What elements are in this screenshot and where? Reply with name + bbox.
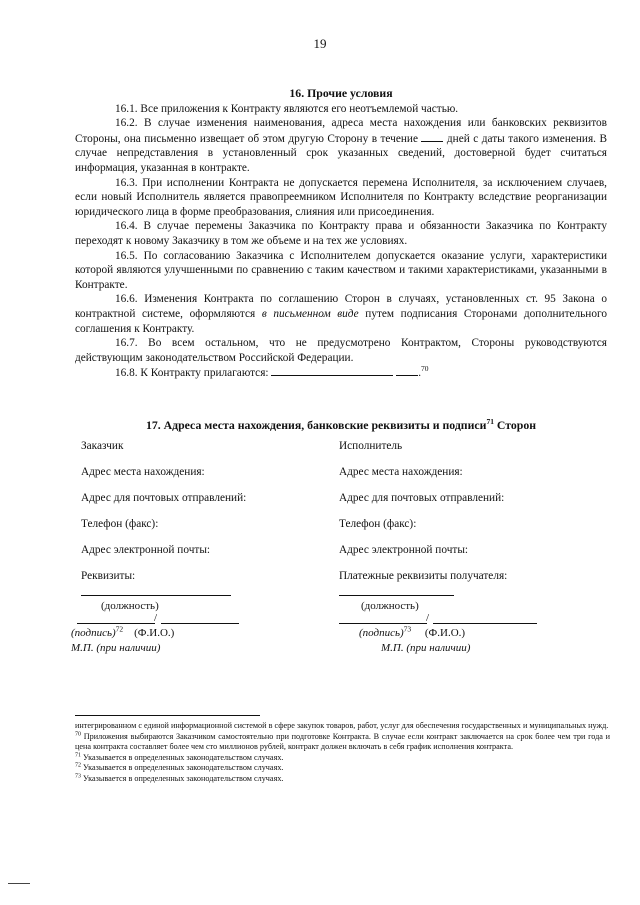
customer-address: Адрес места нахождения:	[81, 465, 205, 478]
customer-slash: /	[154, 611, 158, 624]
contractor-position-line	[339, 595, 454, 596]
customer-signature-caption: (подпись)$^{72}$ (Ф.И.О.)	[71, 623, 175, 639]
customer-fio-line	[161, 623, 239, 624]
clause-16-8: 16.8. К Контракту прилагаются: .$^{70}$	[115, 364, 429, 380]
customer-position-line	[81, 595, 231, 596]
footnote-continuation: интегрированном с единой информационной системой в сфере закупок товаров, работ, услуг для обеспечения государственных и муниципальных нужд.	[75, 721, 609, 730]
contractor-stamp: М.П. (при наличии)	[381, 641, 471, 654]
customer-requisites: Реквизиты:	[81, 569, 136, 582]
customer-column	[71, 439, 341, 667]
customer-stamp: М.П. (при наличии)	[71, 641, 161, 654]
customer-postal: Адрес для почтовых отправлений:	[81, 491, 247, 504]
customer-position-label: (должность)	[101, 599, 159, 612]
contractor-requisites: Платежные реквизиты получателя:	[339, 569, 508, 582]
contractor-email: Адрес электронной почты:	[339, 543, 469, 556]
contractor-phone: Телефон (факс):	[339, 517, 417, 530]
clause-16-5: 16.5. По согласованию Заказчика с Исполнителем допускается оказание услуги, характеристики которой являются улучшенными по сравнению с таким качеством и такими характеристиками, указанными в Контракте.	[75, 249, 607, 291]
contractor-postal: Адрес для почтовых отправлений:	[339, 491, 505, 504]
customer-header: Заказчик	[81, 439, 124, 452]
customer-phone: Телефон (факс):	[81, 517, 159, 530]
scan-corner-mark	[8, 883, 30, 884]
footnote-71: $^{71}$ Указывается в определенных законодательством случаях.	[75, 752, 284, 762]
section-17	[71, 417, 607, 689]
contractor-header: Исполнитель	[339, 439, 403, 452]
contractor-slash: /	[426, 611, 430, 624]
footnote-ref-70: 70	[421, 364, 429, 374]
clause-16-4: 16.4. В случае перемены Заказчика по Контракту права и обязанности Заказчика по Контракту переходят к новому Заказчику в том же объеме и на тех же условиях.	[75, 220, 607, 247]
footnote-70: $^{70}$ Приложения выбираются Заказчиком самостоятельно при подготовке Контракта. В случае если контракт заключается на срок более чем три года и цена контракта составляет более чем сто миллионов рублей, контракт должен включать в себя график исполнения контракта.	[75, 730, 610, 752]
clause-16-2: 16.2. В случае изменения наименования, адреса места нахождения или банковских реквизитов Стороны, она письменно извещает об этом другую Сторону в течение дней с даты такого изменения. В случае непредставления в установленный срок указанных сведений, достоверной будет считаться информация, указанная в контракте.	[75, 117, 607, 174]
clause-16-3: 16.3. При исполнении Контракта не допускается перемена Исполнителя, за исключением случаев, если новый Исполнитель является правопреемником Исполнителя по Контракту вследствие реорганизации юридического лица в форме преобразования, слияния или присоединения.	[75, 176, 607, 218]
contractor-signature-line	[339, 623, 427, 624]
page-number: 19	[313, 36, 327, 51]
footnote-72: $^{72}$ Указывается в определенных законодательством случаях.	[75, 762, 284, 773]
footnote-73: $^{73}$ Указывается в определенных законодательством случаях.	[75, 773, 284, 783]
clause-16-6: 16.6. Изменения Контракта по соглашению Сторон в случаях, установленных ст. 95 Закона о контрактной системе, оформляются в письменном виде путем подписания Сторонами дополнительного соглашения к Контракту.	[75, 293, 608, 335]
contractor-signature-caption: (подпись)$^{73}$ (Ф.И.О.)	[359, 623, 466, 639]
footnotes	[75, 715, 610, 785]
section-16	[75, 86, 607, 381]
section-17-title: 17. Адреса места нахождения, банковские реквизиты и подписи$^{71}$ Сторон	[145, 417, 537, 432]
footnote-separator	[75, 715, 260, 716]
contractor-fio-line	[433, 623, 537, 624]
days-blank	[421, 131, 443, 142]
footnote-ref-71: 71	[486, 417, 494, 427]
clause-16-1: 16.1. Все приложения к Контракту являются его неотъемлемой частью.	[115, 102, 459, 115]
attachments-blank	[271, 365, 393, 376]
customer-email: Адрес электронной почты:	[81, 543, 211, 556]
contractor-address: Адрес места нахождения:	[339, 465, 463, 478]
contractor-column	[339, 439, 599, 667]
attachments-blank-2	[396, 365, 418, 376]
section-16-title: 16. Прочие условия	[289, 86, 393, 100]
contractor-position-label: (должность)	[361, 599, 419, 612]
clause-16-7: 16.7. Во всем остальном, что не предусмотрено Контрактом, Стороны руководствуются действующим законодательством Российской Федерации.	[75, 337, 607, 364]
